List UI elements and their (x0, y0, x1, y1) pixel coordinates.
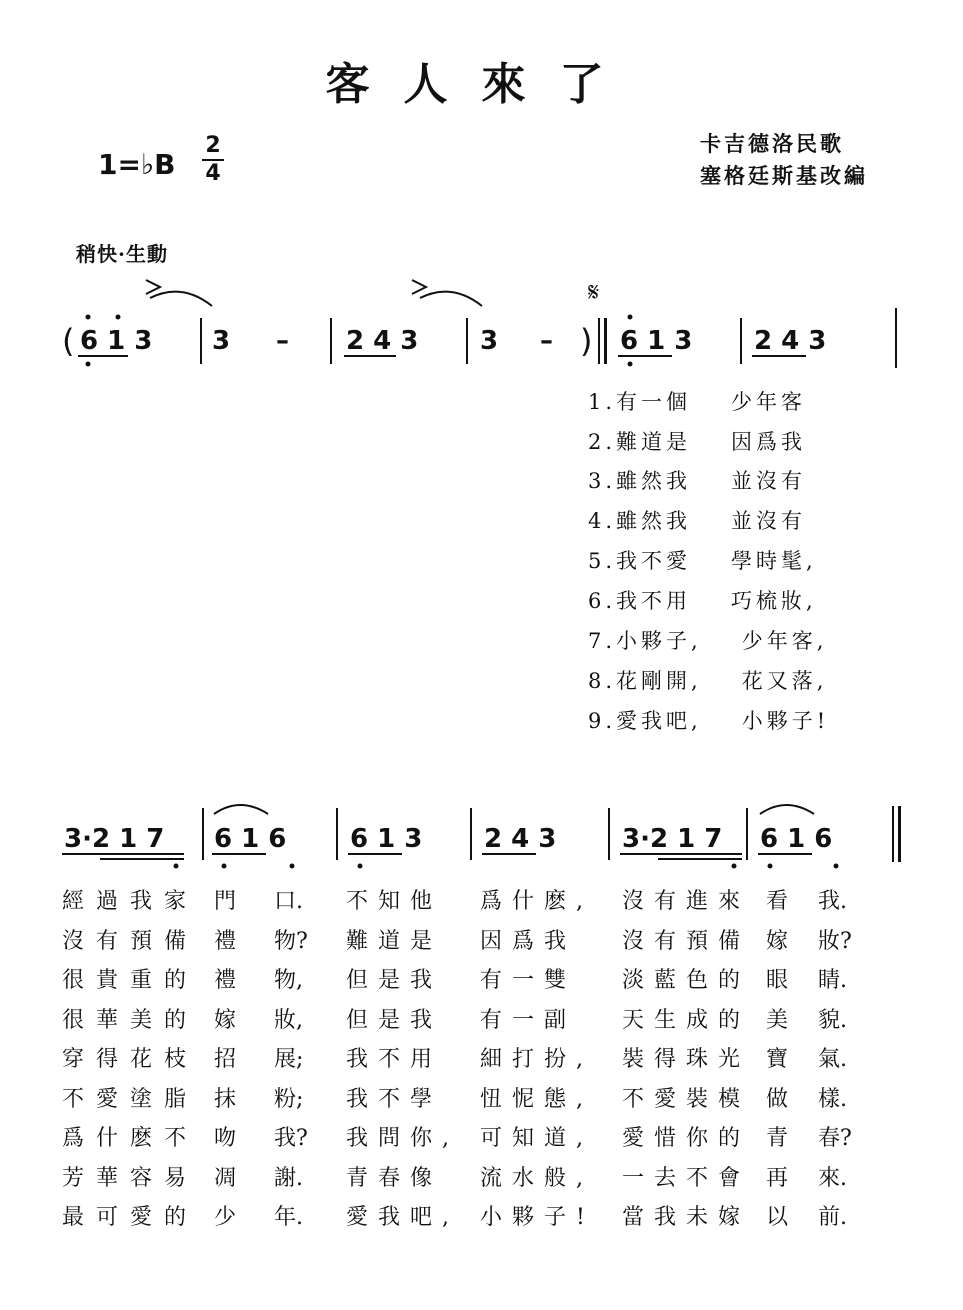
close-paren: ) (580, 322, 593, 360)
verse-text-a: 我不愛 (616, 549, 692, 573)
lyric-cell: 美 (766, 1007, 789, 1033)
lyric-cell: 爲什麽不 (62, 1126, 199, 1151)
lyric-cell: 很貴重的 (62, 968, 199, 993)
intro-measure-3: 2 4 3 (346, 326, 419, 356)
verse-number: 6. (588, 589, 617, 613)
lyric-cell: 凋 (214, 1165, 237, 1191)
key-signature: 1=♭B (98, 148, 176, 181)
lyric-cell: 有一雙 (480, 968, 577, 993)
lyric-cell: 妝, (274, 1007, 303, 1033)
lyric-cell: 貌. (818, 1007, 847, 1033)
lyric-cell: 少 (214, 1205, 237, 1230)
verse-number: 7. (588, 629, 617, 653)
lyric-cell: 但是我 (346, 968, 443, 993)
intro-measure-1: 6 1 3 (80, 326, 153, 356)
verse-text-a: 有一個 (616, 390, 692, 414)
verse-text-b: 因爲我 (731, 430, 807, 454)
verse-text-b: 學時髦, (731, 549, 817, 573)
line2-measure-1: 3·2 1 7 (64, 824, 165, 854)
lyric-cell: 禮 (214, 968, 237, 993)
lyric-cell: 我. (818, 889, 847, 914)
verse-number: 8. (588, 669, 617, 693)
verse-text-a: 雖然我 (616, 509, 692, 533)
lyric-cell: 青 (766, 1126, 789, 1151)
lyric-cell: 最可愛的 (62, 1205, 199, 1230)
line2-measure-6: 6 1 6 (760, 824, 833, 854)
lyric-cell: 爲什麽, (480, 889, 593, 914)
verse-text-b: 並沒有 (731, 509, 807, 533)
lyric-cell: 以 (766, 1205, 789, 1230)
lyric-cell: 禮 (214, 928, 237, 954)
line2-measure-2: 6 1 6 (214, 824, 287, 854)
verse-text-b: 小夥子! (741, 709, 830, 733)
lyric-cell: 裝得珠光 (622, 1047, 751, 1072)
lyric-cell: 不知他 (346, 889, 443, 914)
lyric-cell: 看 (766, 889, 789, 914)
lyric-cell: 再 (766, 1165, 789, 1191)
intro-measure-2: 3 (212, 326, 231, 356)
lyric-cell: 我不用 (346, 1047, 443, 1072)
verse-text-b: 少年客, (741, 629, 828, 653)
lyric-cell: 穿得花枝 (62, 1047, 199, 1072)
lyric-cell: 春? (818, 1126, 852, 1151)
lyric-cell: 物, (274, 968, 303, 993)
lyric-cell: 不愛裝模 (622, 1086, 751, 1112)
lyric-cell: 芳華容易 (62, 1165, 199, 1191)
lyric-cell: 年. (274, 1205, 303, 1230)
lyric-cell: 吻 (214, 1126, 237, 1151)
lyric-cell: 天生成的 (622, 1007, 751, 1033)
verse-text-a: 難道是 (616, 430, 692, 454)
verse-number: 3. (588, 469, 617, 493)
lyric-cell: 流水般, (480, 1165, 593, 1191)
open-paren: ( (62, 322, 75, 360)
credit-arranger: 塞格廷斯基改編 (700, 163, 868, 188)
lyric-cell: 口. (274, 889, 303, 914)
credit-origin: 卡吉德洛民歌 (700, 131, 844, 156)
lyric-cell: 當我未嫁 (622, 1205, 751, 1230)
verse-text-a: 愛我吧, (616, 709, 702, 733)
verse-text-b: 並沒有 (731, 469, 807, 493)
lyric-cell: 抹 (214, 1086, 237, 1112)
lyric-cell: 可知道, (480, 1126, 593, 1151)
lyric-cell: 睛. (818, 968, 847, 993)
tempo-marking: 稍快·生動 (76, 242, 168, 266)
line2-measure-5: 3·2 1 7 (622, 824, 723, 854)
lyric-cell: 淡藍色的 (622, 968, 751, 993)
lyric-cell: 做 (766, 1086, 789, 1112)
lyric-cell: 但是我 (346, 1007, 443, 1033)
lyric-cell: 青春像 (346, 1165, 443, 1191)
lyric-cell: 我? (274, 1126, 308, 1151)
lyric-cell: 眼 (766, 968, 789, 993)
verse-text-b: 少年客 (731, 390, 807, 414)
lyric-cell: 氣. (818, 1047, 847, 1072)
lyric-cell: 招 (214, 1047, 237, 1072)
lyric-cell: 因爲我 (480, 928, 577, 954)
lyric-cell: 不愛塗脂 (62, 1086, 199, 1112)
verse-text-a: 花剛開, (616, 669, 702, 693)
lyric-cell: 嫁 (766, 928, 789, 954)
lyric-cell: 難道是 (346, 928, 443, 954)
verse-text-a: 我不用 (616, 589, 692, 613)
lyric-cell: 門 (214, 889, 237, 914)
lyric-cell: 沒有進來 (622, 889, 751, 914)
lyric-cell: 沒有預備 (622, 928, 751, 954)
intro-measure-4: 3 (480, 326, 499, 356)
lyric-cell: 有一副 (480, 1007, 577, 1033)
verse-number: 1. (588, 390, 617, 414)
lyric-cell: 忸怩態, (480, 1086, 593, 1112)
verse-number: 5. (588, 549, 617, 573)
meter-bottom: 4 (205, 161, 221, 186)
lyric-cell: 樣. (818, 1086, 847, 1112)
lyric-cell: 一去不會 (622, 1165, 751, 1191)
verse-text-b: 巧梳妝, (731, 589, 817, 613)
segno-sign: 𝄋 (588, 278, 600, 308)
verse-text-a: 小夥子, (616, 629, 702, 653)
lyric-cell: 寶 (766, 1047, 789, 1072)
lyric-cell: 愛惜你的 (622, 1126, 751, 1151)
meter-top: 2 (205, 133, 221, 158)
lyric-cell: 小夥子! (480, 1205, 595, 1230)
line1-measure-1: 6 1 3 (620, 326, 693, 356)
lyric-cell: 前. (818, 1205, 847, 1230)
verse-number: 9. (588, 709, 617, 733)
lyric-cell: 細打扮, (480, 1047, 593, 1072)
line2-measure-3: 6 1 3 (350, 824, 423, 854)
lyric-cell: 嫁 (214, 1007, 237, 1033)
lyric-cell: 經過我家 (62, 889, 199, 914)
verse-text-a: 雖然我 (616, 469, 692, 493)
verse-text-b: 花又落, (741, 669, 828, 693)
verse-number: 4. (588, 509, 617, 533)
lyric-cell: 我不學 (346, 1086, 443, 1112)
verse-number: 2. (588, 430, 617, 454)
lyric-cell: 來. (818, 1165, 847, 1191)
line1-measure-2: 2 4 3 (754, 326, 827, 356)
lyric-cell: 展; (274, 1047, 304, 1072)
lyric-cell: 沒有預備 (62, 928, 199, 954)
song-title: 客人來了 (325, 59, 638, 110)
lyric-cell: 很華美的 (62, 1007, 199, 1033)
lyric-cell: 謝. (274, 1165, 303, 1191)
tie-dash: – (276, 326, 289, 356)
lyric-cell: 物? (274, 928, 308, 954)
tie-dash: – (540, 326, 553, 356)
lyric-cell: 我問你, (346, 1126, 459, 1151)
lyric-cell: 愛我吧, (346, 1205, 459, 1230)
lyric-cell: 粉; (274, 1086, 304, 1112)
line2-measure-4: 2 4 3 (484, 824, 557, 854)
lyric-cell: 妝? (818, 928, 852, 954)
